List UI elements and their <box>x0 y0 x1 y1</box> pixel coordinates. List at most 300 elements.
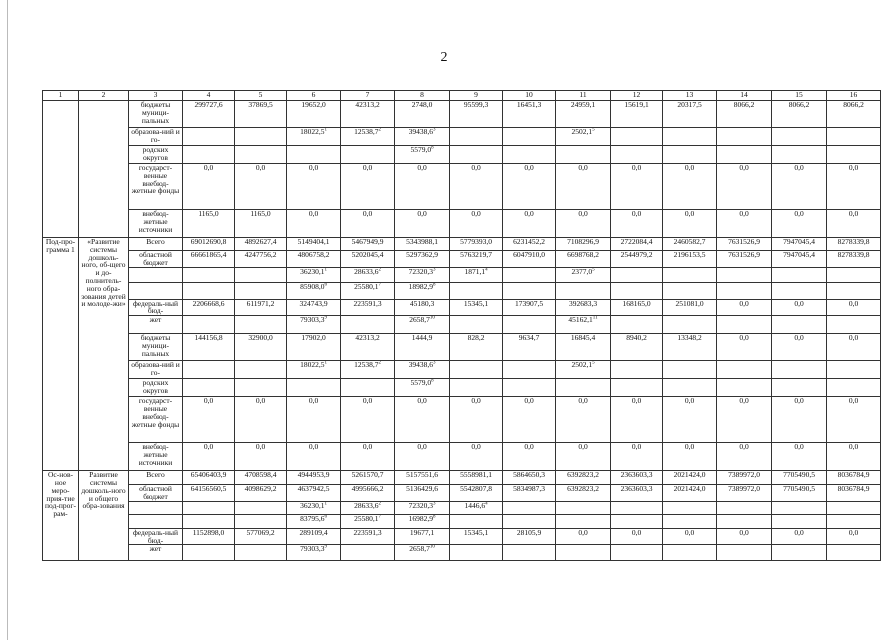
table-row <box>43 267 881 282</box>
value-cell: 392683,3 <box>556 299 611 316</box>
value-cell: 0,0 <box>611 397 663 443</box>
value-cell <box>772 146 827 164</box>
value-cell <box>503 514 556 528</box>
value-cell: 5149404,1 <box>287 238 341 251</box>
budget-table <box>42 90 881 561</box>
value-cell: 0,0 <box>663 528 717 545</box>
value-cell <box>183 361 235 379</box>
value-cell <box>772 545 827 561</box>
value-cell: 5558981,1 <box>450 471 503 485</box>
value-cell <box>450 514 503 528</box>
value-cell: 13348,2 <box>663 334 717 361</box>
funding-source-label: внебюд-жетные источники <box>129 443 183 471</box>
table-row <box>43 528 881 545</box>
value-cell <box>663 501 717 514</box>
footnote-mark: 8 <box>431 378 434 384</box>
value-cell <box>611 267 663 282</box>
value-cell <box>183 146 235 164</box>
value-cell: 2196153,5 <box>663 251 717 268</box>
value-cell: 8278339,8 <box>827 238 881 251</box>
value-cell: 0,0 <box>395 210 450 238</box>
value-cell <box>450 128 503 146</box>
value-cell <box>450 545 503 561</box>
value-cell: 19652,0 <box>287 101 341 128</box>
value-cell: 15345,1 <box>450 528 503 545</box>
value-cell: 0,0 <box>827 164 881 210</box>
value-cell: 144156,8 <box>183 334 235 361</box>
funding-source-label: Всего <box>129 471 183 485</box>
value-cell: 18022,5$^1$ <box>287 361 341 379</box>
footnote-mark: 5 <box>592 267 595 273</box>
value-cell <box>611 146 663 164</box>
value-cell: 0,0 <box>827 443 881 471</box>
value-cell: 8066,2 <box>827 101 881 128</box>
value-cell: 0,0 <box>287 210 341 238</box>
funding-source-label <box>129 514 183 528</box>
value-cell <box>235 501 287 514</box>
value-cell <box>827 282 881 299</box>
value-cell: 4806758,2 <box>287 251 341 268</box>
value-cell: 17902,0 <box>287 334 341 361</box>
value-cell: 0,0 <box>287 397 341 443</box>
footnote-mark: 2 <box>378 501 381 507</box>
value-cell: 0,0 <box>450 397 503 443</box>
value-cell: 12538,7$^2$ <box>341 361 395 379</box>
value-cell <box>827 545 881 561</box>
value-cell: 5779393,0 <box>450 238 503 251</box>
value-cell <box>717 361 772 379</box>
value-cell: 0,0 <box>183 443 235 471</box>
table-row <box>43 514 881 528</box>
program-name-cell: Ос-нов-ное меро-прия-тие под-прог-рам- <box>43 471 79 561</box>
value-cell <box>556 379 611 397</box>
value-cell <box>183 514 235 528</box>
value-cell: 16451,3 <box>503 101 556 128</box>
column-number: 13 <box>663 91 717 101</box>
value-cell: 2021424,0 <box>663 485 717 502</box>
value-cell <box>341 146 395 164</box>
value-cell: 66661865,4 <box>183 251 235 268</box>
value-cell <box>772 514 827 528</box>
value-cell: 0,0 <box>663 210 717 238</box>
value-cell: 2021424,0 <box>663 471 717 485</box>
column-number: 2 <box>79 91 129 101</box>
value-cell <box>611 379 663 397</box>
value-cell: 0,0 <box>827 334 881 361</box>
table-row <box>43 299 881 316</box>
value-cell: 85908,0$^6$ <box>287 282 341 299</box>
value-cell <box>663 545 717 561</box>
value-cell <box>503 379 556 397</box>
footnote-mark: 11 <box>592 315 598 321</box>
value-cell: 7947045,4 <box>772 251 827 268</box>
value-cell <box>717 501 772 514</box>
value-cell <box>611 316 663 334</box>
value-cell: 0,0 <box>395 443 450 471</box>
funding-source-label <box>129 267 183 282</box>
value-cell: 69012690,8 <box>183 238 235 251</box>
value-cell <box>827 128 881 146</box>
column-number: 4 <box>183 91 235 101</box>
value-cell <box>183 267 235 282</box>
footnote-mark: 2 <box>378 267 381 273</box>
footnote-mark: 5 <box>592 127 595 133</box>
table-row <box>43 501 881 514</box>
value-cell: 0,0 <box>235 443 287 471</box>
footnote-mark: 7 <box>378 514 381 520</box>
column-number: 12 <box>611 91 663 101</box>
funding-source-label: областной бюджет <box>129 251 183 268</box>
value-cell: 0,0 <box>772 528 827 545</box>
value-cell: 7705490,5 <box>772 471 827 485</box>
value-cell <box>827 267 881 282</box>
value-cell: 2206668,6 <box>183 299 235 316</box>
value-cell: 4708598,4 <box>235 471 287 485</box>
value-cell: 65406403,9 <box>183 471 235 485</box>
value-cell <box>503 316 556 334</box>
funding-source-label: государст-венные внебюд-жетные фонды <box>129 164 183 210</box>
value-cell <box>663 316 717 334</box>
footnote-mark: 3 <box>432 360 436 366</box>
funding-source-label: областной бюджет <box>129 485 183 502</box>
funding-source-label: внебюд-жетные источники <box>129 210 183 238</box>
value-cell: 1152898,0 <box>183 528 235 545</box>
value-cell: 168165,0 <box>611 299 663 316</box>
value-cell: 4892627,4 <box>235 238 287 251</box>
footnote-mark: 9 <box>324 544 327 550</box>
value-cell: 223591,3 <box>341 528 395 545</box>
footnote-mark: 4 <box>485 267 488 273</box>
value-cell <box>556 146 611 164</box>
value-cell: 18982,9$^8$ <box>395 282 450 299</box>
value-cell: 8036784,9 <box>827 485 881 502</box>
page-number: 2 <box>440 50 448 65</box>
value-cell: 0,0 <box>663 443 717 471</box>
footnote-mark: 1 <box>324 360 327 366</box>
value-cell: 1165,0 <box>235 210 287 238</box>
column-number: 16 <box>827 91 881 101</box>
value-cell <box>611 501 663 514</box>
value-cell: 0,0 <box>556 397 611 443</box>
funding-source-label: образова-ний и го- <box>129 128 183 146</box>
table-row <box>43 316 881 334</box>
value-cell: 9634,7 <box>503 334 556 361</box>
table-row <box>43 443 881 471</box>
value-cell: 6231452,2 <box>503 238 556 251</box>
value-cell: 24959,1 <box>556 101 611 128</box>
value-cell: 25580,1$^7$ <box>341 514 395 528</box>
value-cell: 0,0 <box>287 164 341 210</box>
value-cell <box>556 545 611 561</box>
value-cell: 0,0 <box>663 397 717 443</box>
table-row <box>43 251 881 268</box>
value-cell: 5763219,7 <box>450 251 503 268</box>
value-cell: 8066,2 <box>772 101 827 128</box>
value-cell <box>503 545 556 561</box>
value-cell <box>235 379 287 397</box>
value-cell: 0,0 <box>772 210 827 238</box>
funding-source-label <box>129 501 183 514</box>
column-number: 8 <box>395 91 450 101</box>
value-cell <box>663 282 717 299</box>
value-cell: 2363603,3 <box>611 485 663 502</box>
value-cell <box>827 514 881 528</box>
value-cell: 0,0 <box>556 210 611 238</box>
value-cell <box>717 379 772 397</box>
value-cell <box>717 146 772 164</box>
value-cell: 2502,1$^5$ <box>556 361 611 379</box>
footnote-mark: 8 <box>432 514 436 520</box>
footnote-mark: 3 <box>432 267 436 273</box>
value-cell: 5834987,3 <box>503 485 556 502</box>
value-cell <box>503 146 556 164</box>
value-cell: 0,0 <box>611 164 663 210</box>
footnote-mark: 6 <box>324 282 327 288</box>
value-cell <box>717 267 772 282</box>
value-cell: 0,0 <box>717 397 772 443</box>
column-number: 14 <box>717 91 772 101</box>
table-row <box>43 238 881 251</box>
value-cell: 0,0 <box>183 397 235 443</box>
value-cell <box>827 146 881 164</box>
value-cell: 223591,3 <box>341 299 395 316</box>
value-cell: 39438,6$^3$ <box>395 361 450 379</box>
program-name-cell <box>43 101 79 238</box>
value-cell: 0,0 <box>450 443 503 471</box>
value-cell <box>235 282 287 299</box>
funding-source-label: федераль-ный бюд- <box>129 299 183 316</box>
value-cell <box>503 361 556 379</box>
column-number: 11 <box>556 91 611 101</box>
footnote-mark: 1 <box>324 127 327 133</box>
value-cell: 36230,1$^1$ <box>287 501 341 514</box>
value-cell <box>183 128 235 146</box>
value-cell: 0,0 <box>503 443 556 471</box>
table-row <box>43 545 881 561</box>
column-number: 10 <box>503 91 556 101</box>
header-row <box>43 91 881 101</box>
value-cell <box>341 316 395 334</box>
value-cell: 0,0 <box>556 164 611 210</box>
value-cell: 0,0 <box>827 299 881 316</box>
footnote-mark: 2 <box>378 127 381 133</box>
value-cell <box>663 514 717 528</box>
value-cell: 0,0 <box>341 443 395 471</box>
footnote-mark: 8 <box>432 282 436 288</box>
value-cell <box>183 316 235 334</box>
value-cell: 95599,3 <box>450 101 503 128</box>
value-cell <box>235 514 287 528</box>
value-cell <box>556 282 611 299</box>
value-cell <box>556 501 611 514</box>
value-cell: 6392823,2 <box>556 485 611 502</box>
value-cell: 0,0 <box>717 443 772 471</box>
value-cell: 6698768,2 <box>556 251 611 268</box>
value-cell <box>183 501 235 514</box>
value-cell: 5297362,9 <box>395 251 450 268</box>
value-cell: 0,0 <box>611 210 663 238</box>
value-cell: 0,0 <box>450 164 503 210</box>
value-cell: 1871,1$^4$ <box>450 267 503 282</box>
value-cell <box>611 361 663 379</box>
footnote-mark: 8 <box>431 145 434 151</box>
value-cell: 37869,5 <box>235 101 287 128</box>
value-cell <box>450 379 503 397</box>
footnote-mark: 6 <box>324 514 327 520</box>
value-cell <box>556 514 611 528</box>
footnote-mark: 9 <box>324 315 327 321</box>
value-cell: 12538,7$^2$ <box>341 128 395 146</box>
value-cell <box>503 267 556 282</box>
value-cell <box>450 282 503 299</box>
value-cell <box>611 128 663 146</box>
value-cell <box>663 146 717 164</box>
value-cell: 0,0 <box>772 334 827 361</box>
footnote-mark: 2 <box>378 360 381 366</box>
value-cell: 0,0 <box>827 397 881 443</box>
value-cell <box>663 379 717 397</box>
value-cell: 1444,9 <box>395 334 450 361</box>
value-cell: 2460582,7 <box>663 238 717 251</box>
funding-source-label: жет <box>129 545 183 561</box>
value-cell: 2377,0$^5$ <box>556 267 611 282</box>
value-cell: 0,0 <box>395 397 450 443</box>
table-row <box>43 282 881 299</box>
value-cell: 0,0 <box>450 210 503 238</box>
value-cell: 2502,1$^5$ <box>556 128 611 146</box>
value-cell: 4247756,2 <box>235 251 287 268</box>
value-cell: 1165,0 <box>183 210 235 238</box>
value-cell: 5157551,6 <box>395 471 450 485</box>
value-cell: 2363603,3 <box>611 471 663 485</box>
value-cell: 5261570,7 <box>341 471 395 485</box>
funding-source-label: родских округов <box>129 379 183 397</box>
value-cell: 5864650,3 <box>503 471 556 485</box>
value-cell <box>611 282 663 299</box>
value-cell: 15619,1 <box>611 101 663 128</box>
value-cell: 2544979,2 <box>611 251 663 268</box>
value-cell <box>827 379 881 397</box>
value-cell: 79303,3$^9$ <box>287 545 341 561</box>
column-number: 15 <box>772 91 827 101</box>
value-cell: 16845,4 <box>556 334 611 361</box>
value-cell: 28105,9 <box>503 528 556 545</box>
value-cell: 4995666,2 <box>341 485 395 502</box>
value-cell <box>827 316 881 334</box>
value-cell <box>235 267 287 282</box>
value-cell: 2722084,4 <box>611 238 663 251</box>
value-cell <box>287 379 341 397</box>
value-cell: 0,0 <box>287 443 341 471</box>
value-cell: 0,0 <box>827 210 881 238</box>
value-cell <box>235 316 287 334</box>
value-cell: 0,0 <box>556 443 611 471</box>
value-cell: 0,0 <box>772 443 827 471</box>
value-cell: 7389972,0 <box>717 471 772 485</box>
value-cell <box>717 545 772 561</box>
value-cell: 7705490,5 <box>772 485 827 502</box>
footnote-mark: 3 <box>432 501 436 507</box>
value-cell <box>663 267 717 282</box>
value-cell: 324743,9 <box>287 299 341 316</box>
value-cell: 2658,7$^{10}$ <box>395 545 450 561</box>
value-cell: 8036784,9 <box>827 471 881 485</box>
value-cell: 0,0 <box>341 210 395 238</box>
value-cell: 45162,1$^{11}$ <box>556 316 611 334</box>
value-cell: 4637942,5 <box>287 485 341 502</box>
funding-source-label: бюджеты муници-пальных <box>129 334 183 361</box>
value-cell: 5136429,6 <box>395 485 450 502</box>
value-cell <box>341 379 395 397</box>
value-cell: 4098629,2 <box>235 485 287 502</box>
value-cell: 1446,6$^4$ <box>450 501 503 514</box>
value-cell: 4944953,9 <box>287 471 341 485</box>
value-cell <box>503 282 556 299</box>
value-cell: 79303,3$^9$ <box>287 316 341 334</box>
value-cell <box>450 361 503 379</box>
value-cell: 83795,6$^6$ <box>287 514 341 528</box>
value-cell: 5343988,1 <box>395 238 450 251</box>
value-cell: 6392823,2 <box>556 471 611 485</box>
value-cell: 611971,2 <box>235 299 287 316</box>
value-cell <box>341 545 395 561</box>
value-cell <box>772 282 827 299</box>
program-name-cell: Под-про-грамма 1 <box>43 238 79 471</box>
table-row <box>43 128 881 146</box>
value-cell: 5467949,9 <box>341 238 395 251</box>
value-cell: 5579,0$^8$ <box>395 146 450 164</box>
value-cell: 0,0 <box>611 528 663 545</box>
value-cell <box>663 361 717 379</box>
value-cell: 0,0 <box>827 528 881 545</box>
footnote-mark: 4 <box>485 501 488 507</box>
value-cell: 5202045,4 <box>341 251 395 268</box>
table-row <box>43 101 881 128</box>
value-cell: 42313,2 <box>341 334 395 361</box>
funding-source-label: жет <box>129 316 183 334</box>
value-cell: 0,0 <box>717 528 772 545</box>
column-number: 6 <box>287 91 341 101</box>
value-cell: 0,0 <box>772 299 827 316</box>
value-cell: 0,0 <box>503 210 556 238</box>
table-row <box>43 210 881 238</box>
value-cell <box>183 282 235 299</box>
value-cell: 0,0 <box>503 164 556 210</box>
value-cell: 5542807,8 <box>450 485 503 502</box>
value-cell: 5579,0$^8$ <box>395 379 450 397</box>
value-cell: 7389972,0 <box>717 485 772 502</box>
value-cell: 0,0 <box>503 397 556 443</box>
value-cell: 7108296,9 <box>556 238 611 251</box>
column-number: 3 <box>129 91 183 101</box>
value-cell <box>450 316 503 334</box>
table-row <box>43 397 881 443</box>
value-cell: 8066,2 <box>717 101 772 128</box>
value-cell <box>450 146 503 164</box>
value-cell: 8940,2 <box>611 334 663 361</box>
funding-source-label: бюджеты муници-пальных <box>129 101 183 128</box>
value-cell <box>717 514 772 528</box>
value-cell: 0,0 <box>772 397 827 443</box>
value-cell: 0,0 <box>772 164 827 210</box>
value-cell: 0,0 <box>183 164 235 210</box>
value-cell: 28633,6$^2$ <box>341 501 395 514</box>
value-cell <box>827 361 881 379</box>
value-cell: 0,0 <box>556 528 611 545</box>
footnote-mark: 10 <box>429 544 435 550</box>
table-row <box>43 361 881 379</box>
table-row <box>43 146 881 164</box>
